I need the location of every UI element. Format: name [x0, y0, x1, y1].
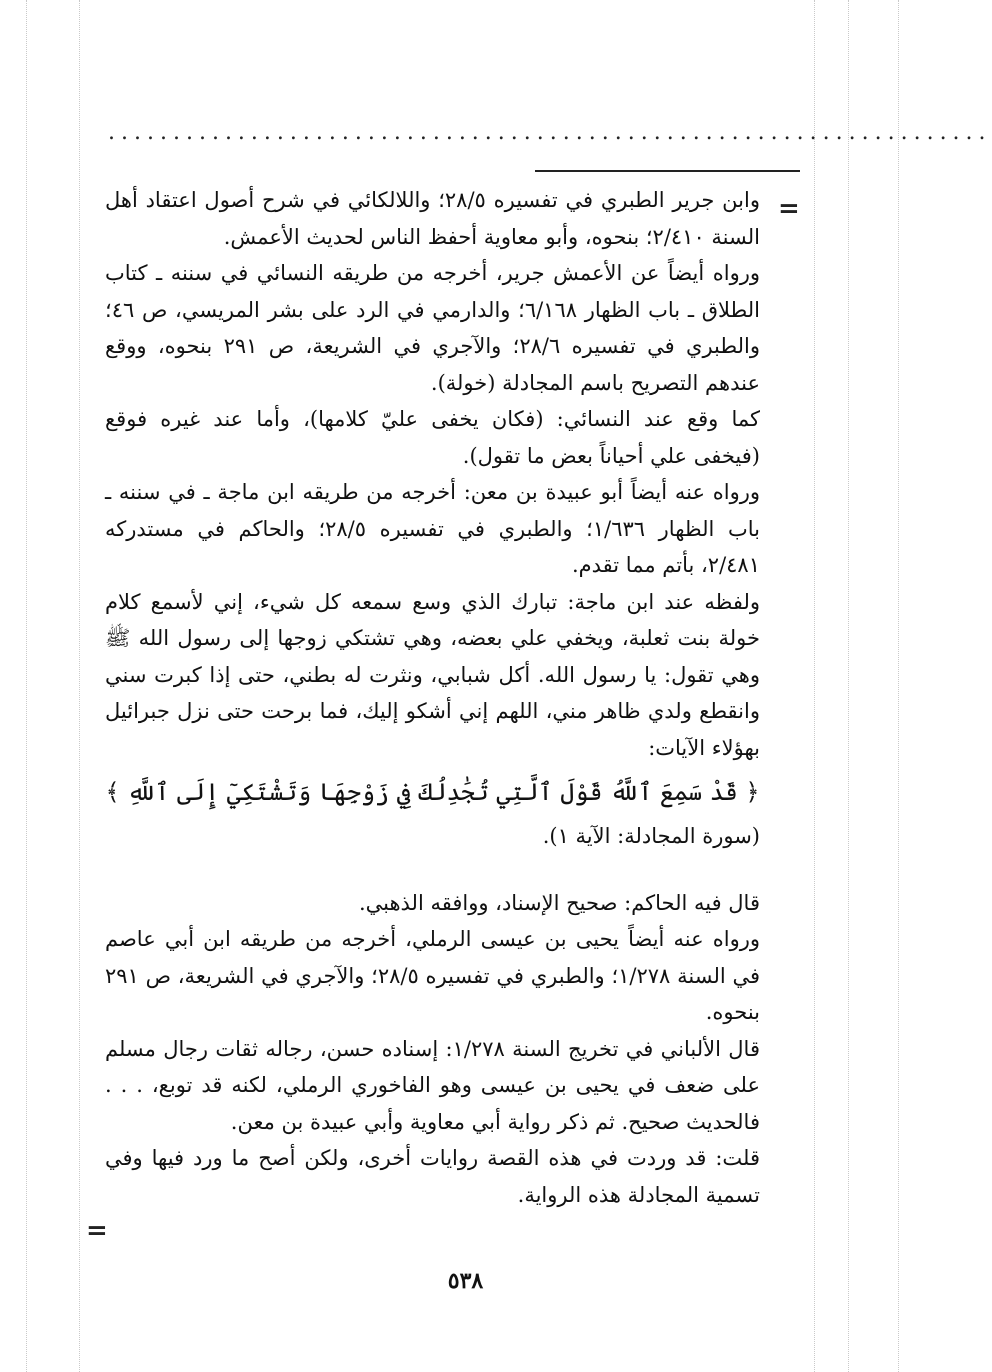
footnote-paragraph: وابن جرير الطبري في تفسيره ٢٨/٥؛ واللالكائي في شرح أصول اعتقاد أهل السنة ٢/٤١٠؛ بنحوه، وأبو معاوية أحفظ الناس لحديث الأعمش.: [105, 188, 760, 249]
page-guide-line: [26, 0, 27, 1372]
footnote-paragraph: ورواه أيضاً عن الأعمش جرير، أخرجه من طريقه النسائي في سننه ـ كتاب الطلاق ـ باب الظهار ٦/١٦٨؛ والدارمي في الرد على بشر المريسي، ص ٤٦؛ والطبري في تفسيره ٢٨/٦؛ والآجري في الشريعة، ص ٢٩١ بنحوه، ووقع عندهم التصريح باسم المجادلة (خولة).: [105, 261, 761, 395]
page-guide-line: [79, 0, 80, 1372]
dotted-separator: ....................................................................: [108, 120, 992, 145]
page-guide-line: [814, 0, 815, 1372]
continuation-mark-bottom: =: [86, 1216, 108, 1246]
footnote-paragraph: قال فيه الحاكم: صحيح الإسناد، ووافقه الذهبي.: [358, 890, 760, 915]
footnote-paragraph: قال الألباني في تخريج السنة ١/٢٧٨: إسناده حسن، رجاله ثقات رجال مسلم على ضعف في يحيى بن عيسى وهو الفاخوري الرملي، لكنه قد توبع، . . . فالحديث صحيح. ثم ذكر رواية أبي معاوية وأبي عبيدة بن معن.: [105, 1036, 760, 1134]
footnote-paragraph: ورواه عنه أيضاً يحيى بن عيسى الرملي، أخرجه من طريقه ابن أبي عاصم في السنة ١/٢٧٨؛ والطبري في تفسيره ٢٨/٥؛ والآجري في الشريعة، ص ٢٩١ بنحوه.: [105, 927, 760, 1024]
footnote-paragraph: قلت: قد وردت في هذه القصة روايات أخرى، ولكن أصح ما ورد فيها وفي تسمية المجادلة هذه الرواية.: [105, 1146, 760, 1207]
quran-verse: ﴿ قَدْ سَمِعَ ٱللَّهُ قَوْلَ ٱلَّتِي تُجَٰدِلُكَ فِي زَوْجِهَا وَتَشْتَكِيٓ إِلَى ٱللَّهِ ﴾: [105, 778, 760, 806]
footnote-body: [105, 182, 760, 1213]
page-guide-line: [848, 0, 849, 1372]
page-guide-line: [898, 0, 899, 1372]
footnote-rule: [535, 170, 800, 172]
page-number: ٥٣٨: [447, 1268, 484, 1294]
continuation-mark-top: =: [778, 194, 800, 224]
footnote-paragraph: ولفظه عند ابن ماجة: تبارك الذي وسع سمعه كل شيء، إني لأسمع كلام خولة بنت ثعلبة، ويخفي علي بعضه، وهي تشتكي زوجها إلى رسول الله ﷺ وهي تقول: يا رسول الله. أكل شبابي، ونثرت له بطني، حتى إذا كبرت سني وانقطع ولدي ظاهر مني، اللهم إني أشكو إليك، فما برحت حتى نزل جبرائيل بهؤلاء الآيات:: [105, 589, 760, 760]
verse-reference: (سورة المجادلة: الآية ١).: [542, 824, 760, 848]
footnote-paragraph: كما وقع عند النسائي: (فكان يخفى عليّ كلامها)، وأما عند غيره فوقع (فيخفى علي أحياناً بعض ما تقول).: [105, 407, 760, 468]
footnote-paragraph: ورواه عنه أيضاً أبو عبيدة بن معن: أخرجه من طريقه ابن ماجة ـ في سننه ـ باب الظهار ١/٦٣٦؛ والطبري في تفسيره ٢٨/٥؛ والحاكم في مستدركه ٢/٤٨١، بأتم مما تقدم.: [105, 480, 760, 577]
